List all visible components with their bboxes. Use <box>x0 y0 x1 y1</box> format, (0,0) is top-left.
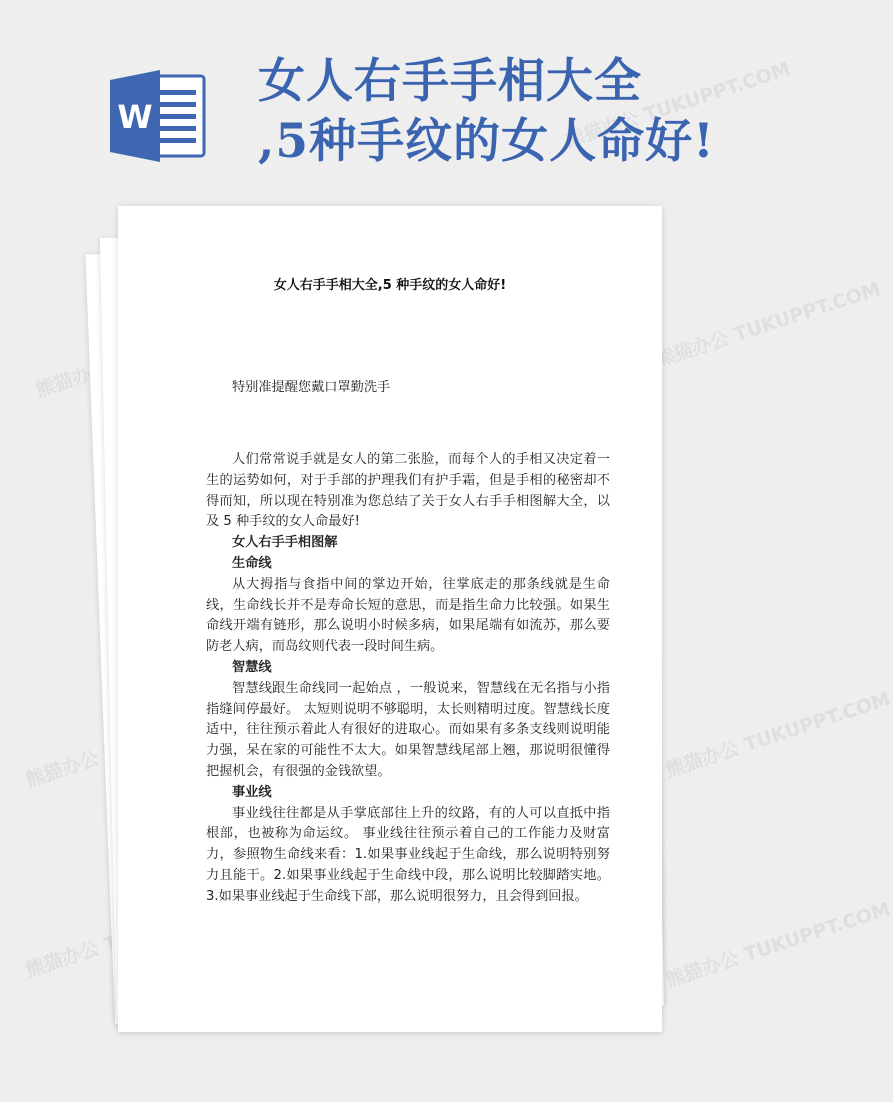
watermark: 熊猫办公 <box>22 937 102 982</box>
wisdom-line-heading: 智慧线 <box>232 659 272 675</box>
watermark: 熊猫办公 <box>32 357 112 402</box>
life-line-paragraph: 从大拇指与食指中间的掌边开始，往掌底走的那条线就是生命线，生命线长并不是寿命长短的意思，而是指生命力比较强。如果生命线开端有链形，那么说明小时候多病，如果尾端有如流苏，那么要防老人病，而岛纹则代表一段时间生病。 <box>206 576 610 655</box>
banner-title-line-1: 女人右手手相大全 <box>258 54 642 109</box>
watermark: 熊猫办公 TUKUPPT.COM <box>662 688 893 782</box>
banner-title <box>258 52 715 172</box>
document-title: 女人右手手相大全,5 种手纹的女人命好! <box>273 278 507 293</box>
document-page <box>118 206 662 1032</box>
reminder-text: 特别准提醒您戴口罩勤洗手 <box>232 380 391 395</box>
watermark: 熊猫办公 TUKUPPT.COM <box>662 898 893 992</box>
watermark: 熊猫办公 TUKUPPT.COM <box>562 58 794 152</box>
banner-title-line-2: ,5种手纹的女人命好! <box>258 114 715 169</box>
watermark: 熊猫办公 TUKUPPT.COM <box>652 278 884 372</box>
watermark: 熊猫办公 <box>22 747 102 792</box>
life-line-heading: 生命线 <box>232 555 272 571</box>
word-icon <box>108 68 208 164</box>
word-icon-letter: W <box>117 98 153 136</box>
career-line-heading: 事业线 <box>232 784 272 800</box>
career-line-paragraph: 事业线往往都是从手掌底部往上升的纹路，有的人可以直抵中指根部，也被称为命运纹。 事业线往往预示着自己的工作能力及财富力，参照物生命线来看：1.如果事业线起于生命线，那么说明特别努力且能干。2.如果事业线起于生命线中段，那么说明比较脚踏实地。3.如果事业线起于生命线下部，那么说明很努力，且会得到回报。 <box>206 805 610 904</box>
wisdom-line-paragraph: 智慧线跟生命线同一起始点 ，一般说来，智慧线在无名指与小指指缝间停最好。 太短则说明不够聪明，太长则精明过度。智慧线长度适中，往往预示着此人有很好的进取心。而如果有多条支线则说明能力强，呆在家的可能性不太大。如果智慧线尾部上翘，那说明很懂得把握机会，有很强的金钱欲望。 <box>206 680 610 779</box>
section-heading: 女人右手手相图解 <box>232 535 338 551</box>
document-body <box>206 450 610 908</box>
intro-paragraph: 人们常常说手就是女人的第二张脸，而每个人的手相又决定着一生的运势如何，对于手部的护理我们有护手霜，但是手相的秘密却不得而知，所以现在特别准为您总结了关于女人右手手相图解大全，以及 5 种手纹的女人命最好! <box>206 452 610 530</box>
